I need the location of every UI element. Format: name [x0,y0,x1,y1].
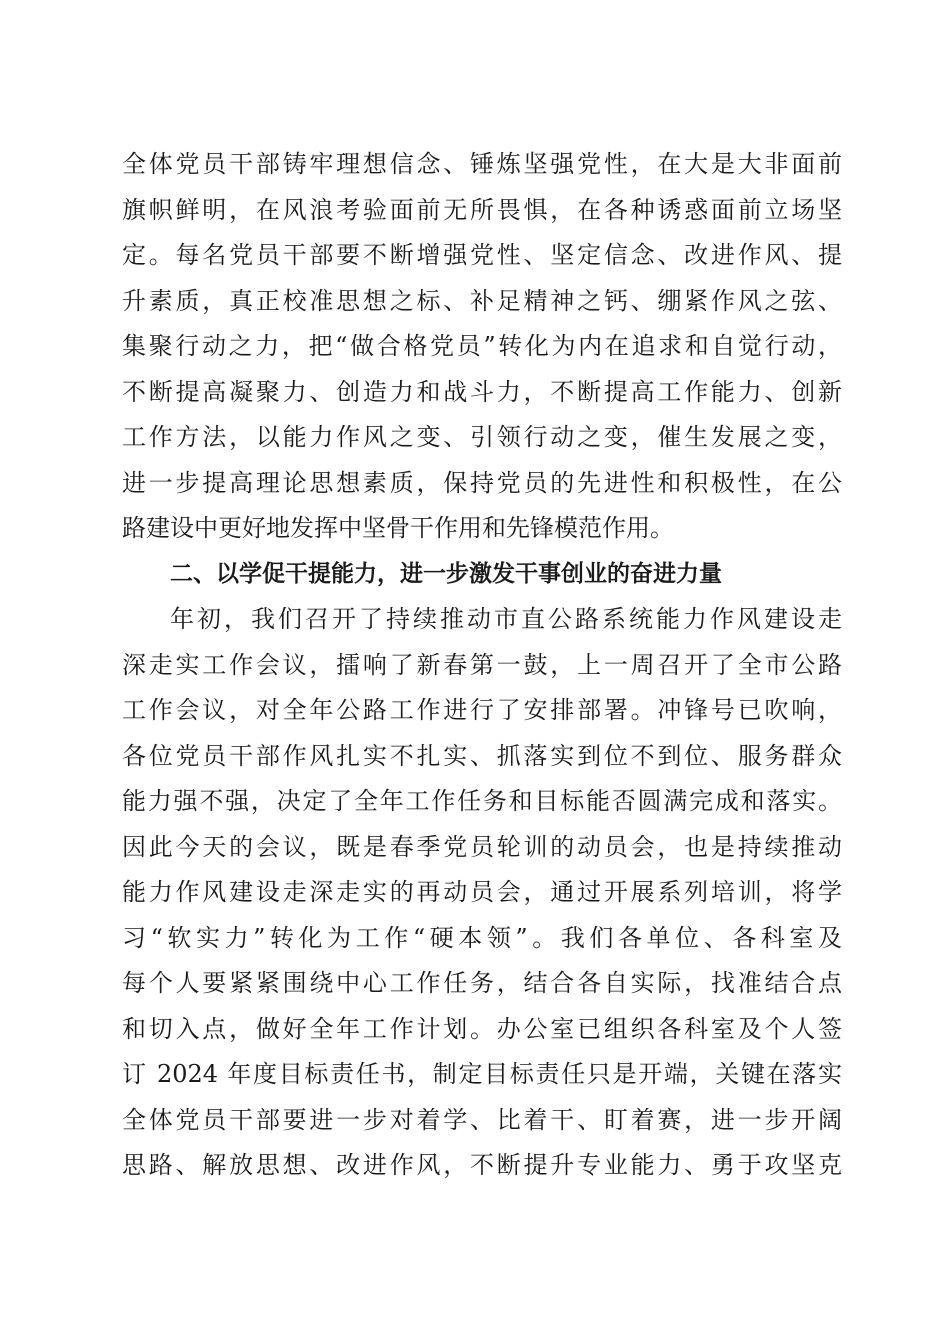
text-line: 年初，我们召开了持续推动市直公路系统能力作风建设走 [170,605,842,633]
text-line: 不断提高凝聚力、创造力和战斗力，不断提高工作能力、创新 [122,377,842,406]
text-line: 集聚行动之力，把“做合格党员”转化为内在追求和自觉行动， [122,332,842,360]
text-line: 思路、解放思想、改进作风，不断提升专业能力、勇于攻坚克 [122,1151,842,1179]
paragraph-1 [122,142,842,552]
text-line: 订 2024 年度目标责任书，制定目标责任只是开端，关键在落实 [122,1060,842,1088]
text-line: 全体党员干部要进一步对着学、比着干、盯着赛，进一步开阔 [122,1105,842,1134]
text-line: 进一步提高理论思想素质，保持党员的先进性和积极性，在公 [122,468,842,497]
text-line: 能力强不强，决定了全年工作任务和目标能否圆满完成和落实。 [122,787,842,815]
text-line: 和切入点，做好全年工作计划。办公室已组织各科室及个人签 [122,1014,842,1043]
text-line: 习“软实力”转化为工作“硬本领”。我们各单位、各科室及 [122,923,842,952]
text-line: 工作方法，以能力作风之变、引领行动之变，催生发展之变， [122,423,842,451]
text-line: 能力作风建设走深走实的再动员会，通过开展系列培训，将学 [122,878,842,906]
text-line: 每个人要紧紧围绕中心工作任务，结合各自实际，找准结合点 [122,969,842,997]
text-line: 因此今天的会议，既是春季党员轮训的动员会，也是持续推动 [122,832,842,861]
text-line: 深走实工作会议，擂响了新春第一鼓，上一周召开了全市公路 [122,650,842,679]
document-body [122,142,842,1189]
text-line: 路建设中更好地发挥中坚骨干作用和先锋模范作用。 [122,514,674,542]
text-line: 工作会议，对全年公路工作进行了安排部署。冲锋号已吹响， [122,696,842,724]
section-heading: 二、以学促干提能力，进一步激发干事创业的奋进力量 [170,560,722,587]
text-line: 旗帜鲜明，在风浪考验面前无所畏惧，在各种诱惑面前立场坚 [122,195,842,224]
text-line: 各位党员干部作风扎实不扎实、抓落实到位不到位、服务群众 [122,741,842,770]
text-line: 定。每名党员干部要不断增强党性、坚定信念、改进作风、提 [122,241,842,269]
text-line: 升素质，真正校准思想之标、补足精神之钙、绷紧作风之弦、 [122,286,842,315]
paragraph-2 [122,597,842,1189]
text-line: 全体党员干部铸牢理想信念、锤炼坚强党性，在大是大非面前 [122,150,842,178]
